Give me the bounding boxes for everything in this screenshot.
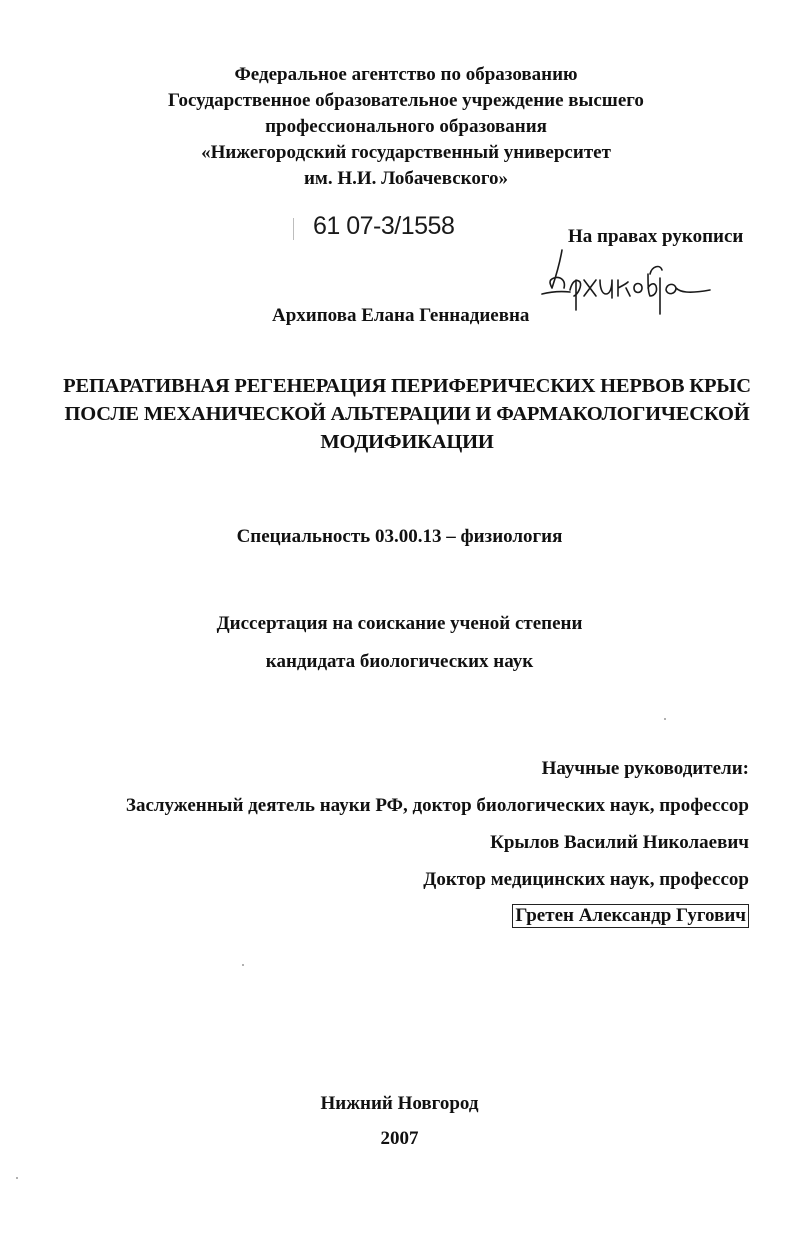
title-line-1: РЕПАРАТИВНАЯ РЕГЕНЕРАЦИЯ ПЕРИФЕРИЧЕСКИХ НЕРВОВ КРЫС [63,375,751,397]
city: Нижний Новгород [320,1093,479,1114]
scan-speck [242,964,244,966]
title-line-2: ПОСЛЕ МЕХАНИЧЕСКОЙ АЛЬТЕРАЦИИ И ФАРМАКОЛОГИЧЕСКОЙ [64,403,750,425]
scan-speck [16,1177,18,1179]
supervisor-1-name: Крылов Василий Николаевич [490,832,749,853]
library-stamp-code: 61 07-3/1558 [313,212,455,240]
dissertation-title [0,372,799,456]
supervisor-1-title: Заслуженный деятель науки РФ, доктор биологических наук, профессор [125,795,749,816]
specialty: Специальность 03.00.13 – физиология [236,526,563,547]
manuscript-rights-note: На правах рукописи [568,226,744,247]
degree-line-2: кандидата биологических наук [265,651,534,672]
author-name: Архипова Елана Геннадиевна [272,305,530,326]
scan-mark [293,218,294,240]
header-line-university: «Нижегородский государственный университет [201,142,611,163]
header-line-named-after: им. Н.И. Лобачевского» [303,168,509,189]
header-line-education: профессионального образования [265,116,547,137]
supervisors-heading: Научные руководители: [541,758,749,779]
title-line-3: МОДИФИКАЦИИ [320,431,494,453]
supervisor-2-name: Гретен Александр Гугович [512,904,749,928]
header-line-institution-type: Государственное образовательное учреждение высшего [168,90,644,111]
scan-speck [664,718,666,720]
year: 2007 [380,1128,419,1149]
author-signature [540,244,730,324]
degree-line-1: Диссертация на соискание ученой степени [216,613,583,634]
supervisor-2-title: Доктор медицинских наук, профессор [423,869,749,890]
header-line-agency: Федеральное агентство по образованию [234,64,578,85]
institution-header [0,62,799,192]
